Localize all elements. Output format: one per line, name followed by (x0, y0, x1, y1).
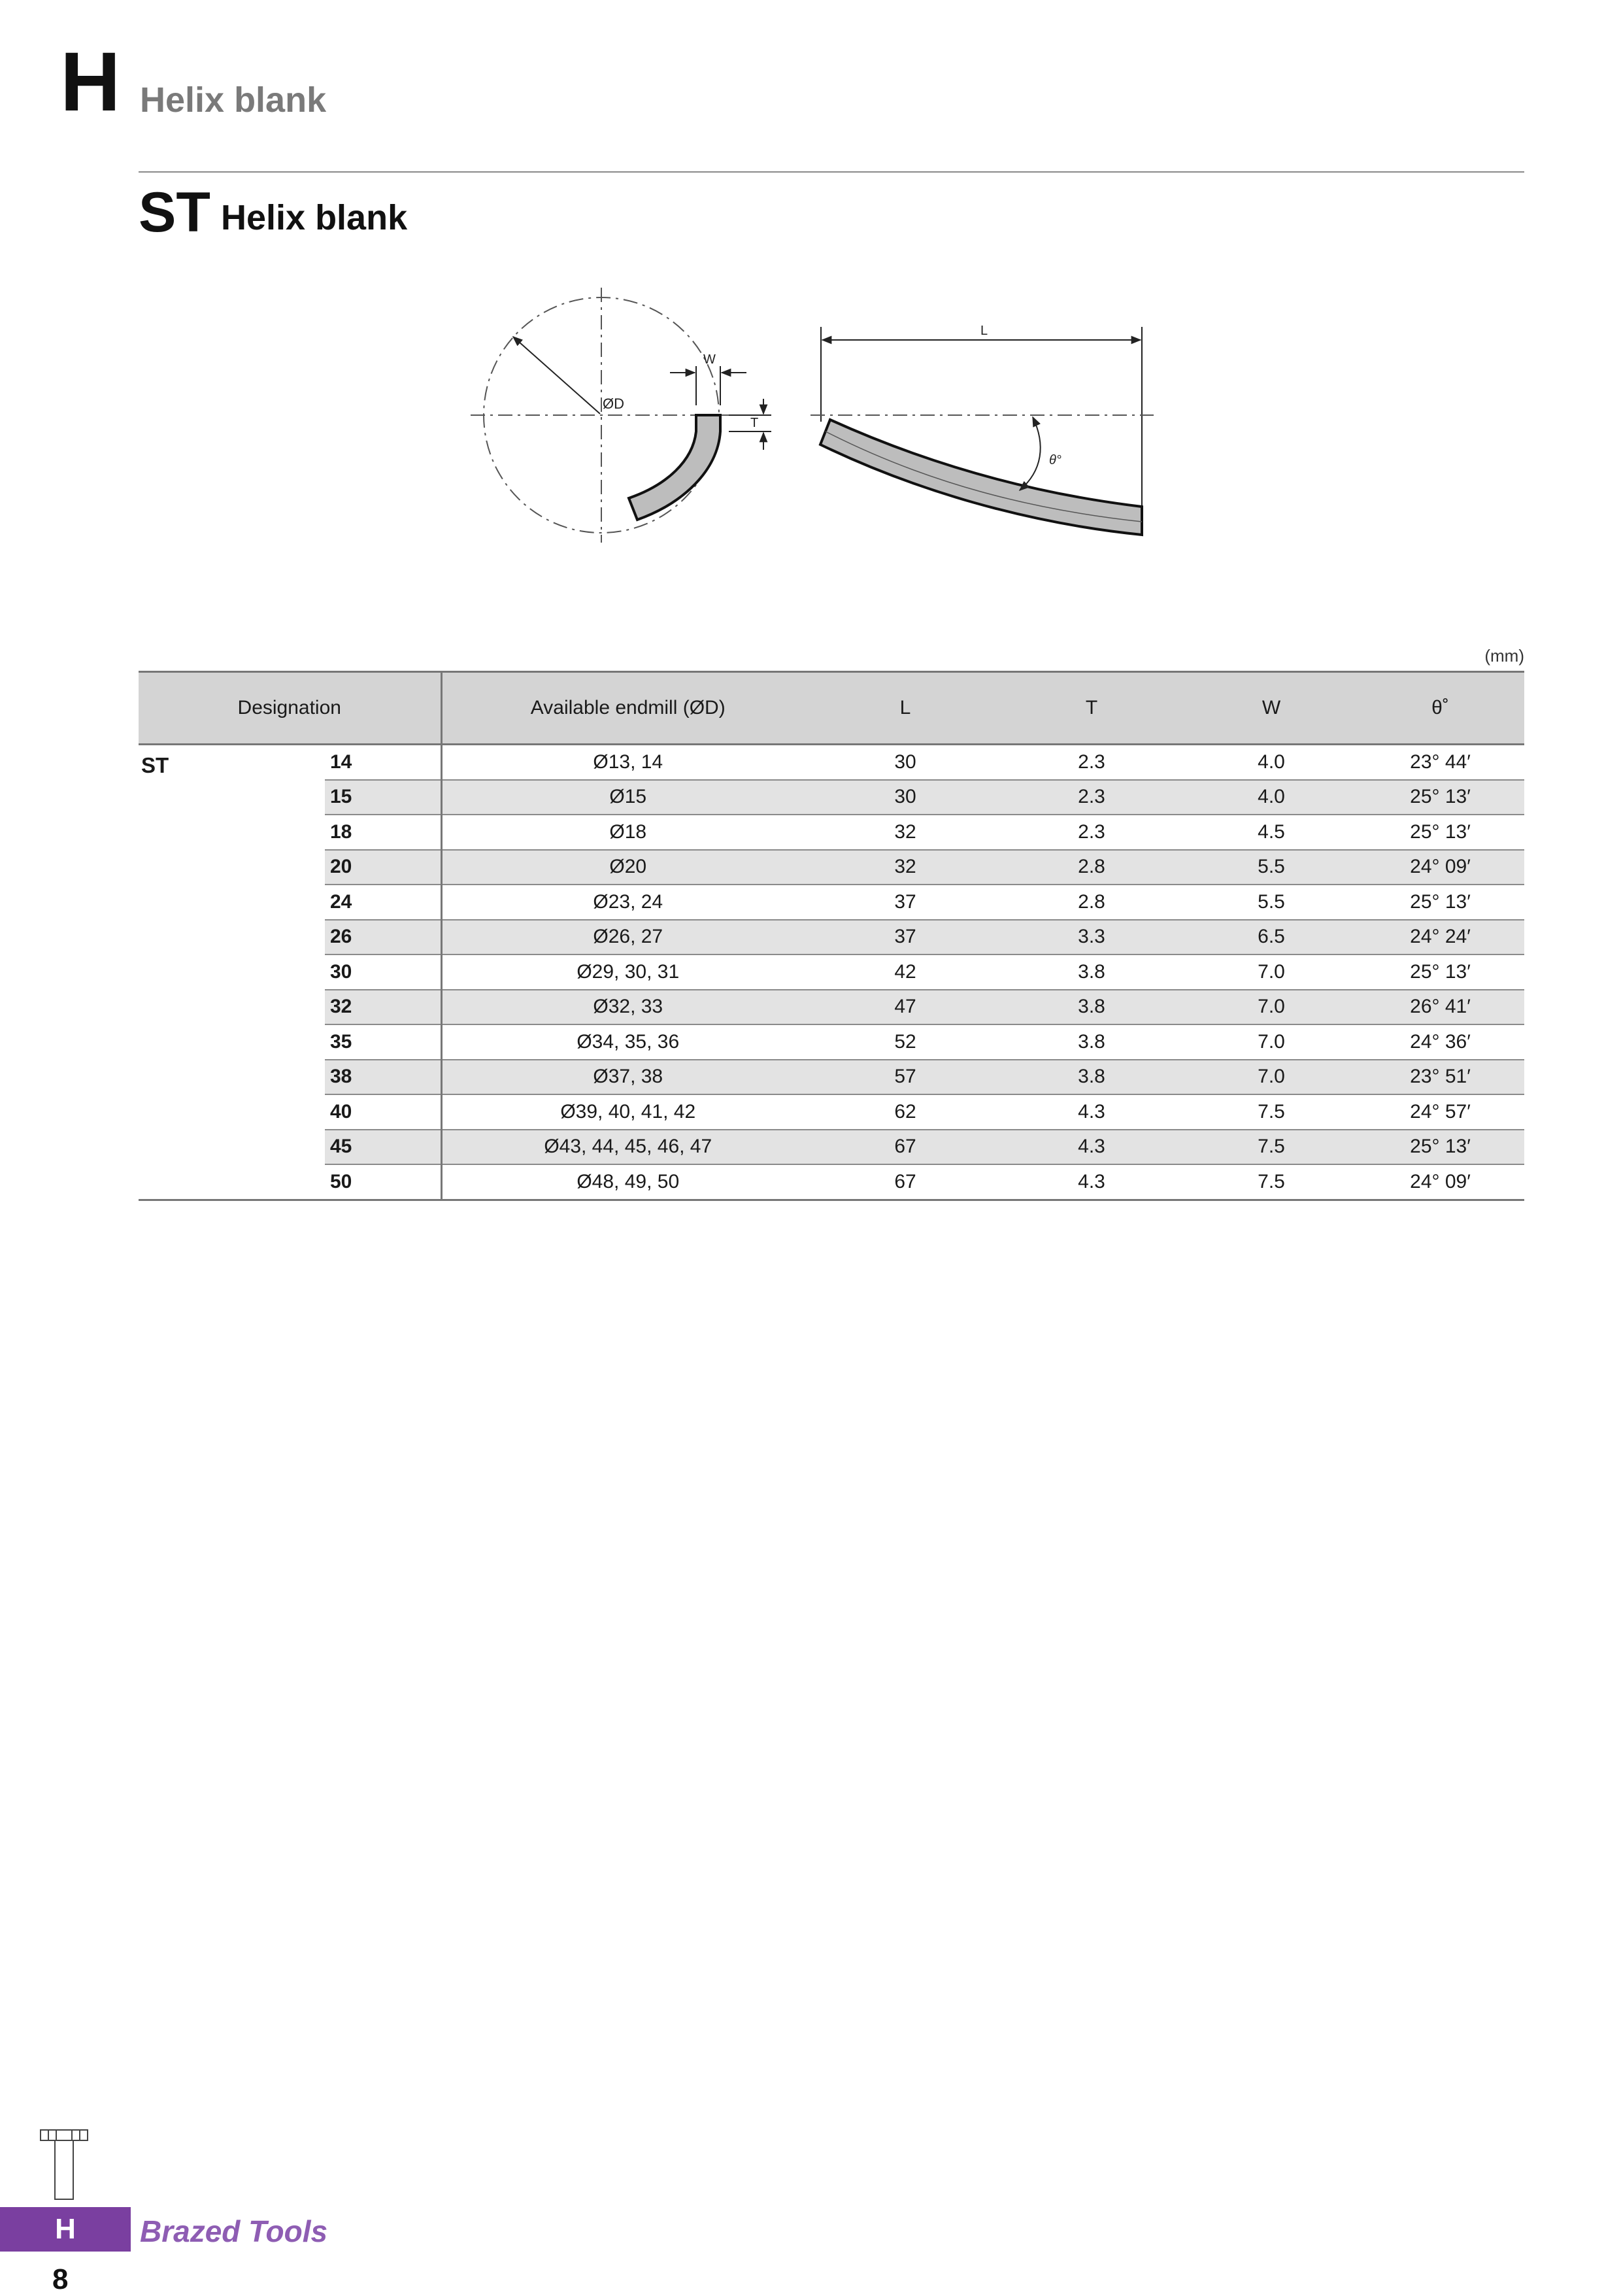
size-cell: 35 (325, 1024, 441, 1060)
l-cell: 67 (814, 1130, 997, 1165)
header-designation: Designation (139, 672, 441, 745)
table-row (139, 954, 1524, 990)
w-cell: 7.0 (1186, 954, 1356, 990)
theta-cell: 24° 09′ (1356, 850, 1524, 885)
l-cell: 42 (814, 954, 997, 990)
t-cell: 3.8 (997, 1060, 1186, 1095)
table-row (139, 1164, 1524, 1200)
w-cell: 7.0 (1186, 1024, 1356, 1060)
table-row (139, 990, 1524, 1025)
t-cell: 3.8 (997, 954, 1186, 990)
section-code: ST (139, 181, 210, 244)
theta-cell: 23° 44′ (1356, 745, 1524, 780)
endmill-cell: Ø32, 33 (441, 990, 814, 1025)
section-title: Helix blank (221, 198, 408, 237)
endmill-icon (38, 2125, 90, 2203)
width-label: W (703, 352, 716, 367)
l-cell: 32 (814, 850, 997, 885)
series-cell: ST (139, 745, 325, 1200)
endmill-cell: Ø20 (441, 850, 814, 885)
size-cell: 50 (325, 1164, 441, 1200)
w-cell: 5.5 (1186, 850, 1356, 885)
table-row (139, 745, 1524, 780)
t-cell: 2.8 (997, 885, 1186, 920)
t-cell: 2.8 (997, 850, 1186, 885)
l-cell: 57 (814, 1060, 997, 1095)
theta-cell: 24° 57′ (1356, 1094, 1524, 1130)
endmill-cell: Ø39, 40, 41, 42 (441, 1094, 814, 1130)
w-cell: 7.5 (1186, 1094, 1356, 1130)
t-cell: 2.3 (997, 780, 1186, 815)
theta-cell: 25° 13′ (1356, 885, 1524, 920)
w-cell: 4.5 (1186, 815, 1356, 850)
theta-cell: 25° 13′ (1356, 780, 1524, 815)
size-cell: 26 (325, 920, 441, 955)
table-row (139, 885, 1524, 920)
theta-cell: 24° 36′ (1356, 1024, 1524, 1060)
cross-section-view (471, 288, 771, 543)
t-cell: 2.3 (997, 815, 1186, 850)
table-row (139, 1130, 1524, 1165)
diameter-label: ØD (603, 396, 624, 412)
unit-label: (mm) (1484, 646, 1524, 666)
l-cell: 47 (814, 990, 997, 1025)
thickness-label: T (750, 416, 759, 430)
l-cell: 67 (814, 1164, 997, 1200)
l-cell: 30 (814, 780, 997, 815)
theta-cell: 25° 13′ (1356, 1130, 1524, 1165)
l-cell: 62 (814, 1094, 997, 1130)
table-row (139, 815, 1524, 850)
theta-cell: 25° 13′ (1356, 815, 1524, 850)
t-cell: 3.8 (997, 990, 1186, 1025)
t-cell: 3.3 (997, 920, 1186, 955)
table-row (139, 1094, 1524, 1130)
helix-blank-diagram (458, 275, 1177, 556)
t-cell: 4.3 (997, 1130, 1186, 1165)
size-cell: 24 (325, 885, 441, 920)
table-header-row (139, 672, 1524, 745)
size-cell: 20 (325, 850, 441, 885)
endmill-cell: Ø29, 30, 31 (441, 954, 814, 990)
w-cell: 7.0 (1186, 990, 1356, 1025)
table-row (139, 780, 1524, 815)
endmill-cell: Ø15 (441, 780, 814, 815)
header-endmill: Available endmill (ØD) (441, 672, 814, 745)
l-cell: 30 (814, 745, 997, 780)
size-cell: 30 (325, 954, 441, 990)
theta-cell: 24° 24′ (1356, 920, 1524, 955)
theta-cell: 25° 13′ (1356, 954, 1524, 990)
header-t: T (997, 672, 1186, 745)
spec-table (139, 671, 1524, 1201)
endmill-cell: Ø37, 38 (441, 1060, 814, 1095)
table-row (139, 1060, 1524, 1095)
size-cell: 38 (325, 1060, 441, 1095)
t-cell: 3.8 (997, 1024, 1186, 1060)
l-cell: 37 (814, 920, 997, 955)
size-cell: 14 (325, 745, 441, 780)
w-cell: 7.5 (1186, 1164, 1356, 1200)
size-cell: 18 (325, 815, 441, 850)
w-cell: 6.5 (1186, 920, 1356, 955)
size-cell: 15 (325, 780, 441, 815)
l-cell: 37 (814, 885, 997, 920)
size-cell: 45 (325, 1130, 441, 1165)
chapter-letter: H (60, 35, 120, 129)
t-cell: 4.3 (997, 1164, 1186, 1200)
page-number: 8 (52, 2263, 69, 2295)
helix-angle-label: θ° (1049, 453, 1061, 467)
length-label: L (980, 324, 988, 338)
l-cell: 32 (814, 815, 997, 850)
endmill-cell: Ø13, 14 (441, 745, 814, 780)
theta-cell: 23° 51′ (1356, 1060, 1524, 1095)
t-cell: 2.3 (997, 745, 1186, 780)
t-cell: 4.3 (997, 1094, 1186, 1130)
theta-cell: 26° 41′ (1356, 990, 1524, 1025)
table-row (139, 920, 1524, 955)
table-row (139, 1024, 1524, 1060)
w-cell: 7.0 (1186, 1060, 1356, 1095)
size-cell: 40 (325, 1094, 441, 1130)
endmill-cell: Ø23, 24 (441, 885, 814, 920)
endmill-cell: Ø43, 44, 45, 46, 47 (441, 1130, 814, 1165)
l-cell: 52 (814, 1024, 997, 1060)
chapter-title: Helix blank (140, 80, 327, 120)
endmill-cell: Ø48, 49, 50 (441, 1164, 814, 1200)
header-theta: θ˚ (1356, 672, 1524, 745)
theta-cell: 24° 09′ (1356, 1164, 1524, 1200)
w-cell: 4.0 (1186, 780, 1356, 815)
endmill-cell: Ø18 (441, 815, 814, 850)
category-label: Brazed Tools (140, 2214, 328, 2248)
endmill-cell: Ø34, 35, 36 (441, 1024, 814, 1060)
w-cell: 7.5 (1186, 1130, 1356, 1165)
side-view (811, 324, 1154, 535)
table-row (139, 850, 1524, 885)
w-cell: 5.5 (1186, 885, 1356, 920)
header-divider (139, 171, 1524, 173)
endmill-cell: Ø26, 27 (441, 920, 814, 955)
header-w: W (1186, 672, 1356, 745)
size-cell: 32 (325, 990, 441, 1025)
header-l: L (814, 672, 997, 745)
section-tab: H (0, 2207, 131, 2252)
w-cell: 4.0 (1186, 745, 1356, 780)
